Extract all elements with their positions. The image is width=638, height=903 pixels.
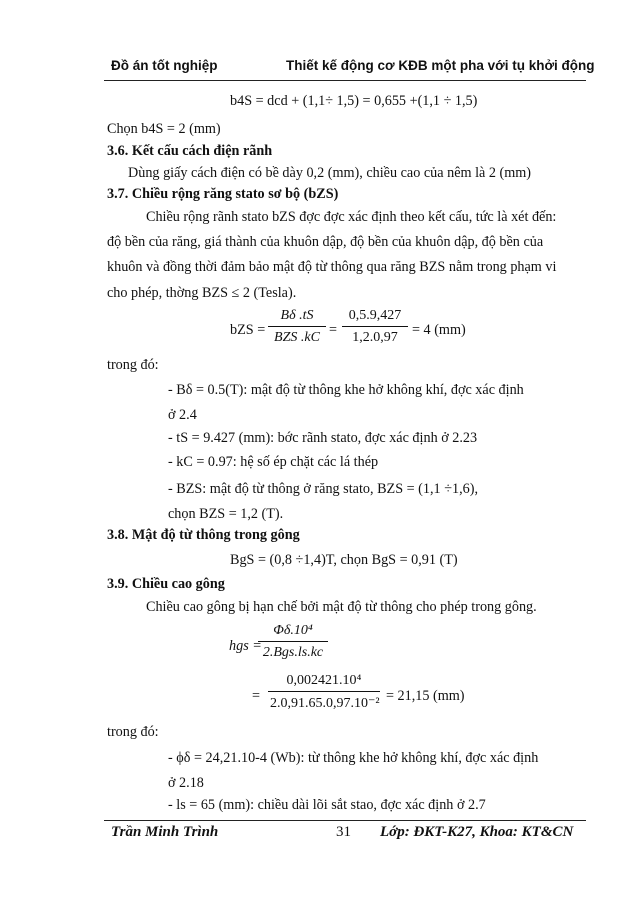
page-number: 31 (336, 824, 351, 840)
eq1-denominator-values: 1,2.0,97 (342, 326, 408, 346)
header-left: Đồ án tốt nghiệp (111, 58, 218, 73)
paragraph-line: Chiều rộng rãnh stato bZS đợc đợc xác định theo kết cấu, tức là xét đến: (146, 209, 557, 225)
header-rule (104, 80, 586, 81)
definition-item: - ls = 65 (mm): chiều dài lõi sắt stao, đợc xác định ở 2.7 (168, 797, 486, 813)
eq1-numerator-values: 0,5.9,427 (348, 308, 402, 323)
paragraph-line: cho phép, thờng BZS ≤ 2 (Tesla). (107, 285, 297, 301)
eq3-denominator: 2.0,91.65.0,97.10⁻² (268, 691, 380, 712)
eq2-fraction (258, 623, 328, 661)
definition-item: - tS = 9.427 (mm): bớc rãnh stato, đợc xác định ở 2.23 (168, 430, 478, 446)
eq1-numerator: Bδ .tS (280, 308, 314, 323)
eq3-equals: = (252, 688, 261, 704)
paragraph-line: khuôn và đồng thời đảm bảo mật độ từ thông qua răng BZS nằm trong phạm vi (107, 259, 557, 275)
eq3-numerator: 0,002421.10⁴ (286, 673, 362, 688)
eq1-equals: = (329, 322, 338, 338)
where-label: trong đó: (107, 724, 159, 740)
section-3-6-paragraph: Dùng giấy cách điện có bề dày 0,2 (mm), chiều cao của nêm là 2 (mm) (128, 165, 532, 181)
definition-item: - ϕδ = 24,21.10-4 (Wb): từ thông khe hở không khí, đợc xác định (168, 750, 539, 766)
footer-author: Trần Minh Trình (111, 824, 219, 840)
section-3-7-heading: 3.7. Chiều rộng răng stato sơ bộ (bZS) (107, 186, 339, 202)
section-3-9-heading: 3.9. Chiều cao gông (107, 576, 225, 592)
paragraph-line: độ bền của răng, giá thành của khuôn dập, độ bền của khuôn dập, độ bền của (107, 234, 544, 250)
eq2-numerator: Φδ.10⁴ (273, 623, 313, 638)
eq2-lhs: hgs = (229, 638, 262, 654)
definition-item-cont: chọn BZS = 1,2 (T). (168, 506, 284, 522)
section-3-8-heading: 3.8. Mật độ từ thông trong gông (107, 527, 300, 543)
definition-item-cont: ở 2.18 (168, 775, 204, 791)
eq1-denominator: BZS .kC (268, 326, 326, 346)
section-3-9-paragraph: Chiều cao gông bị hạn chế bởi mật độ từ thông cho phép trong gông. (146, 599, 537, 615)
footer-class-info: Lớp: ĐKT-K27, Khoa: KT&CN (380, 824, 574, 840)
definition-item: - Bδ = 0.5(T): mật độ từ thông khe hở không khí, đợc xác định (168, 382, 524, 398)
eq3-result: = 21,15 (mm) (386, 688, 465, 704)
section-3-6-heading: 3.6. Kết cấu cách điện rãnh (107, 143, 273, 159)
definition-item: - BZS: mật độ từ thông ở răng stato, BZS = (1,1 ÷1,6), (168, 481, 478, 497)
eq1-fraction (268, 308, 326, 346)
eq2-denominator: 2.Bgs.ls.kc (258, 641, 328, 661)
choose-b4s: Chọn b4S = 2 (mm) (107, 121, 221, 137)
eq3-fraction (268, 673, 380, 712)
where-label: trong đó: (107, 357, 159, 373)
header-right: Thiết kế động cơ KĐB một pha với tụ khởi động (286, 58, 595, 73)
footer-rule (104, 820, 586, 821)
definition-item: - kC = 0.97: hệ số ép chặt các lá thép (168, 454, 379, 470)
eq1-lhs: bZS = (230, 322, 266, 338)
formula-bgs: BgS = (0,8 ÷1,4)T, chọn BgS = 0,91 (T) (230, 552, 458, 568)
eq1-fraction-values (342, 308, 408, 346)
formula-b4s: b4S = dcd + (1,1÷ 1,5) = 0,655 +(1,1 ÷ 1,5) (230, 93, 478, 109)
definition-item-cont: ở 2.4 (168, 407, 197, 423)
eq1-result: = 4 (mm) (412, 322, 466, 338)
